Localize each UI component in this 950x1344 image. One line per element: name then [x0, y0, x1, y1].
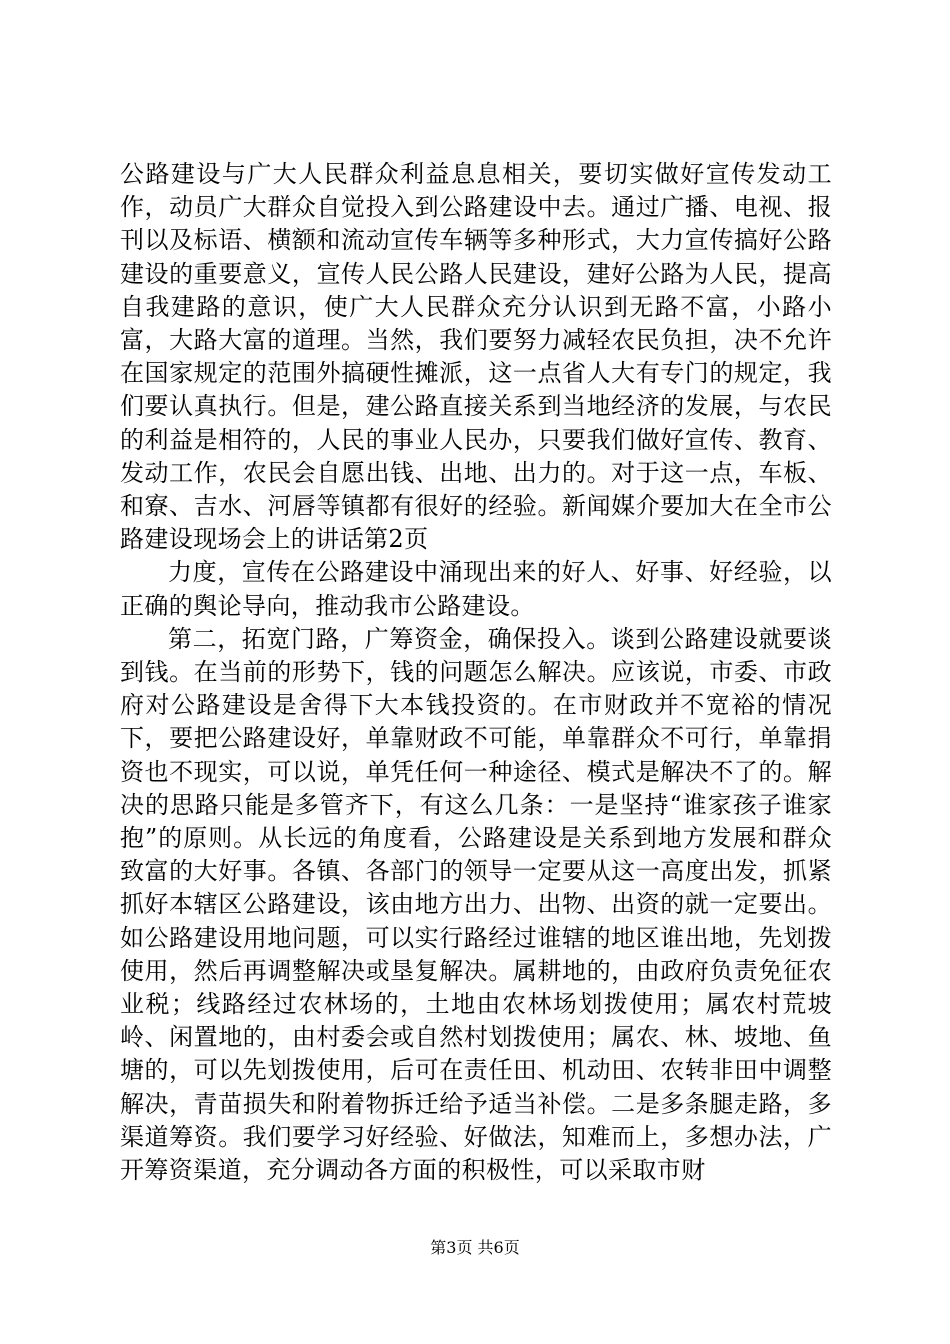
paragraph-3: 第二，拓宽门路，广筹资金，确保投入。谈到公路建设就要谈到钱。在当前的形势下，钱的问题怎么解决。应该说，市委、市政府对公路建设是舍得下大本钱投资的。在市财政并不宽裕的情况下，要把公路建设好，单靠财政不可能，单靠群众不可行，单靠捐资也不现实，可以说，单凭任何一种途径、模式是解决不了的。解决的思路只能是多管齐下，有这么几条：一是坚持“谁家孩子谁家抱”的原则。从长远的角度看，公路建设是关系到地方发展和群众致富的大好事。各镇、各部门的领导一定要从这一高度出发，抓紧抓好本辖区公路建设，该由地方出力、出物、出资的就一定要出。如公路建设用地问题，可以实行路经过谁辖的地区谁出地，先划拨使用，然后再调整解决或垦复解决。属耕地的，由政府负责免征农业税；线路经过农林场的，土地由农林场划拨使用；属农村荒坡岭、闲置地的，由村委会或自然村划拨使用；属农、林、坡地、鱼塘的，可以先划拨使用，后可在责任田、机动田、农转非田中调整解决，青苗损失和附着物拆迁给予适当补偿。二是多条腿走路，多渠道筹资。我们要学习好经验、好做法，知难而上，多想办法，广开筹资渠道，充分调动各方面的积极性，可以采取市财 [120, 624, 832, 1185]
document-body [120, 158, 832, 1187]
paragraph-2: 力度，宣传在公路建设中涌现出来的好人、好事、好经验，以正确的舆论导向，推动我市公路建设。 [120, 558, 832, 620]
page-footer: 第3页 共6页 [430, 1238, 520, 1257]
paragraph-1: 公路建设与广大人民群众利益息息相关，要切实做好宣传发动工作，动员广大群众自觉投入到公路建设中去。通过广播、电视、报刊以及标语、横额和流动宣传车辆等多种形式，大力宣传搞好公路建设的重要意义，宣传人民公路人民建设，建好公路为人民，提高自我建路的意识，使广大人民群众充分认识到无路不富，小路小富，大路大富的道理。当然，我们要努力减轻农民负担，决不允许在国家规定的范围外搞硬性摊派，这一点省人大有专门的规定，我们要认真执行。但是，建公路直接关系到当地经济的发展，与农民的利益是相符的，人民的事业人民办，只要我们做好宣传、教育、发动工作，农民会自愿出钱、出地、出力的。对于这一点，车板、和寮、吉水、河唇等镇都有很好的经验。新闻媒介要加大在全市公路建设现场会上的讲话第2页 [120, 160, 832, 554]
